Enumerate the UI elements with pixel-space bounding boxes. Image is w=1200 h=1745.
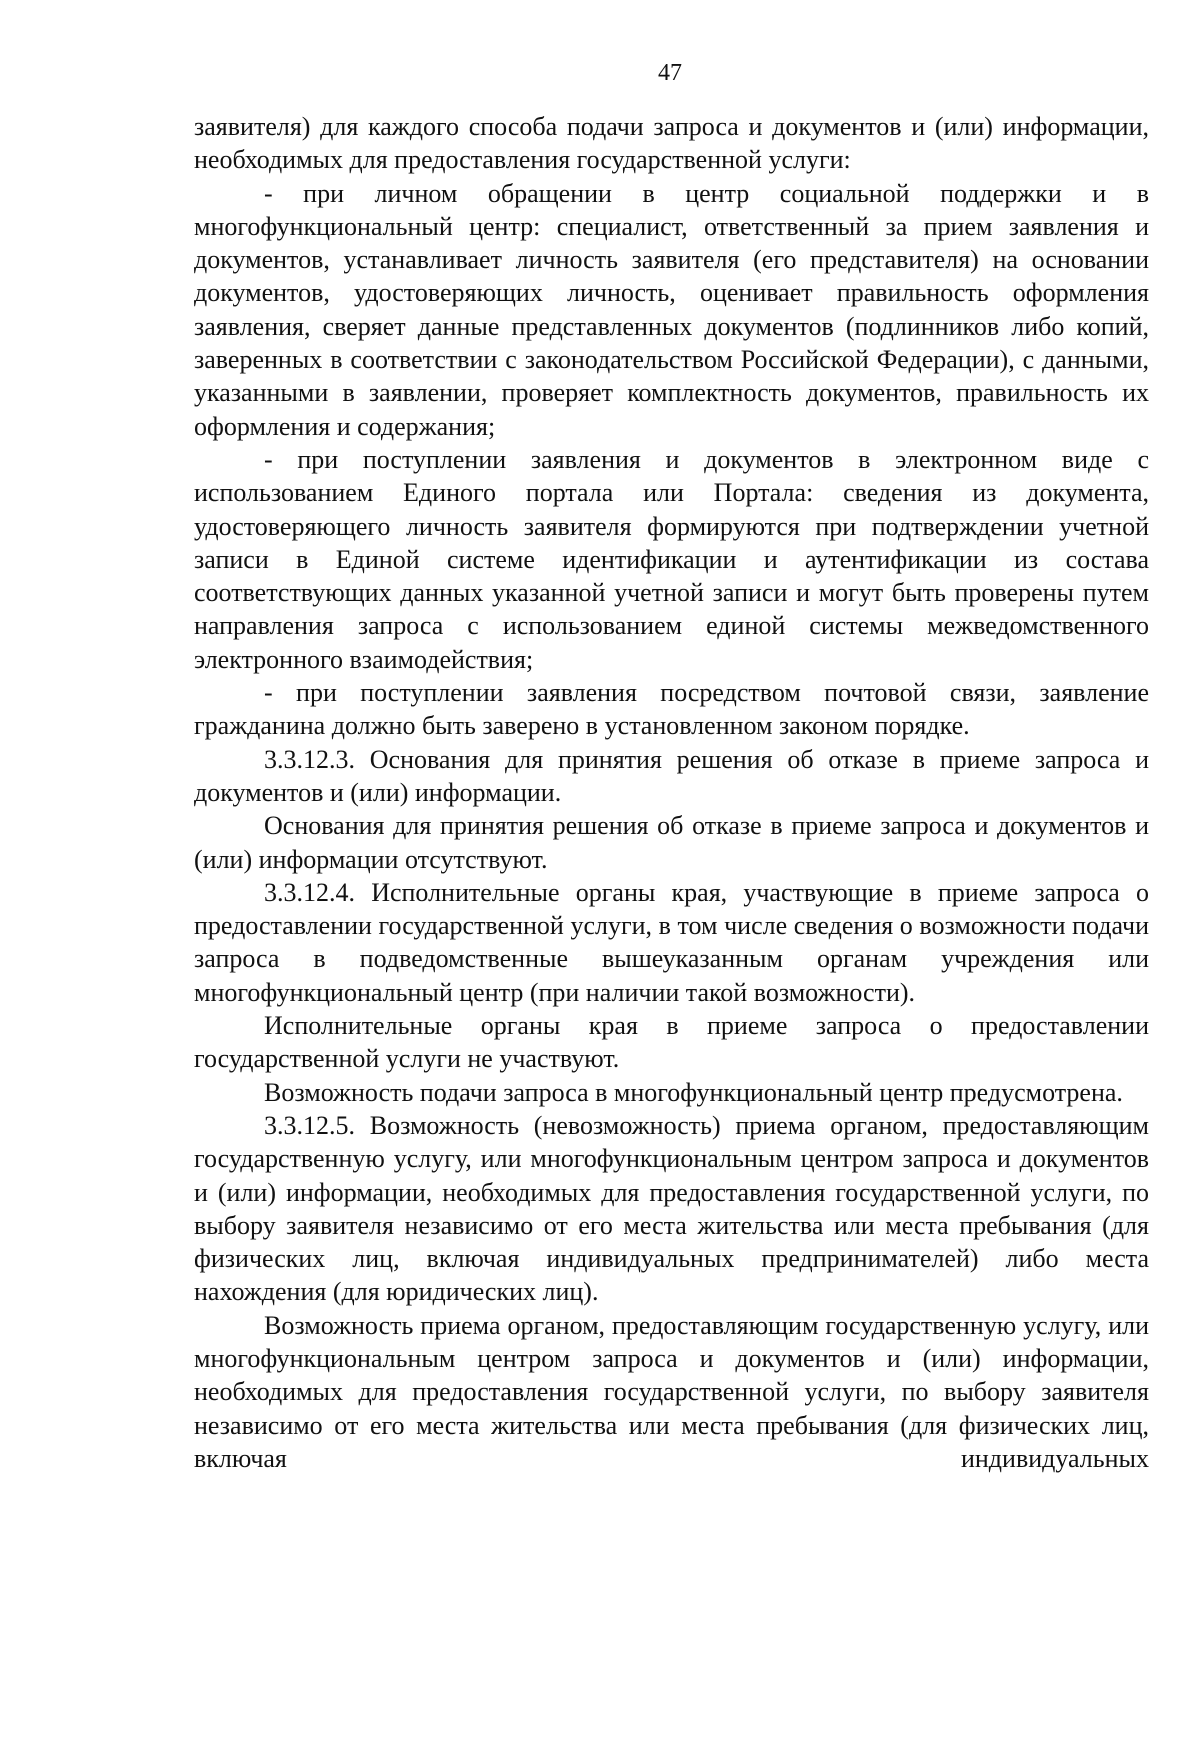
paragraph-postal-submission: - при поступлении заявления посредством почтовой связи, заявление гражданина должно быть заверено в установленном законом порядке. [194, 678, 1149, 741]
document-body [194, 110, 1149, 1475]
paragraph-personal-visit: - при личном обращении в центр социальной поддержки и в многофункциональный центр: специалист, ответственный за прием заявления и документов, устанавливает личность заявителя (его представителя) на основании документов, удостоверяющих личность, оценивает правильность оформления заявления, сверяет данные представленных документов (подлинников либо копий, заверенных в соответствии с законодательством Российской Федерации), с данными, указанными в заявлении, проверяет комплектность документов, правильность их оформления и содержания; [194, 178, 1149, 441]
paragraph-executive-bodies: Исполнительные органы края в приеме запроса о предоставлении государственной услуги не участвуют. [194, 1011, 1149, 1074]
paragraph-section-3-3-12-4: 3.3.12.4. Исполнительные органы края, участвующие в приеме запроса о предоставлении государственной услуги, в том числе сведения о возможности подачи запроса в подведомственные вышеуказанным органам учреждения или многофункциональный центр (при наличии такой возможности). [194, 877, 1149, 1007]
paragraph-reception-possibility: Возможность приема органом, предоставляющим государственную услугу, или многофункциональным центром запроса и документов и (или) информации, необходимых для предоставления государственной услуги, по выбору заявителя независимо от его места жительства или места пребывания (для физических лиц, включая индивидуальных [194, 1310, 1149, 1473]
paragraph-refusal-grounds: Основания для принятия решения об отказе в приеме запроса и документов и (или) информации отсутствуют. [194, 811, 1149, 874]
page-number: 47 [658, 60, 682, 86]
paragraph-section-3-3-12-3: 3.3.12.3. Основания для принятия решения об отказе в приеме запроса и документов и (или) информации. [194, 744, 1149, 807]
paragraph-section-3-3-12-5: 3.3.12.5. Возможность (невозможность) приема органом, предоставляющим государственную услугу, или многофункциональным центром запроса и документов и (или) информации, необходимых для предоставления государственной услуги, по выбору заявителя независимо от его места жительства или места пребывания (для физических лиц, включая индивидуальных предпринимателей) либо места нахождения (для юридических лиц). [194, 1110, 1149, 1307]
paragraph-mfc-possibility: Возможность подачи запроса в многофункциональный центр предусмотрена. [264, 1077, 1123, 1107]
paragraph-electronic-submission: - при поступлении заявления и документов в электронном виде с использованием Единого портала или Портала: сведения из документа, удостоверяющего личность заявителя формируются при подтверждении учетной записи в Единой системе идентификации и аутентификации из состава соответствующих данных указанной учетной записи и могут быть проверены путем направления запроса с использованием единой системы межведомственного электронного взаимодействия; [194, 444, 1149, 674]
paragraph-intro-continuation: заявителя) для каждого способа подачи запроса и документов и (или) информации, необходимых для предоставления государственной услуги: [194, 112, 1149, 175]
